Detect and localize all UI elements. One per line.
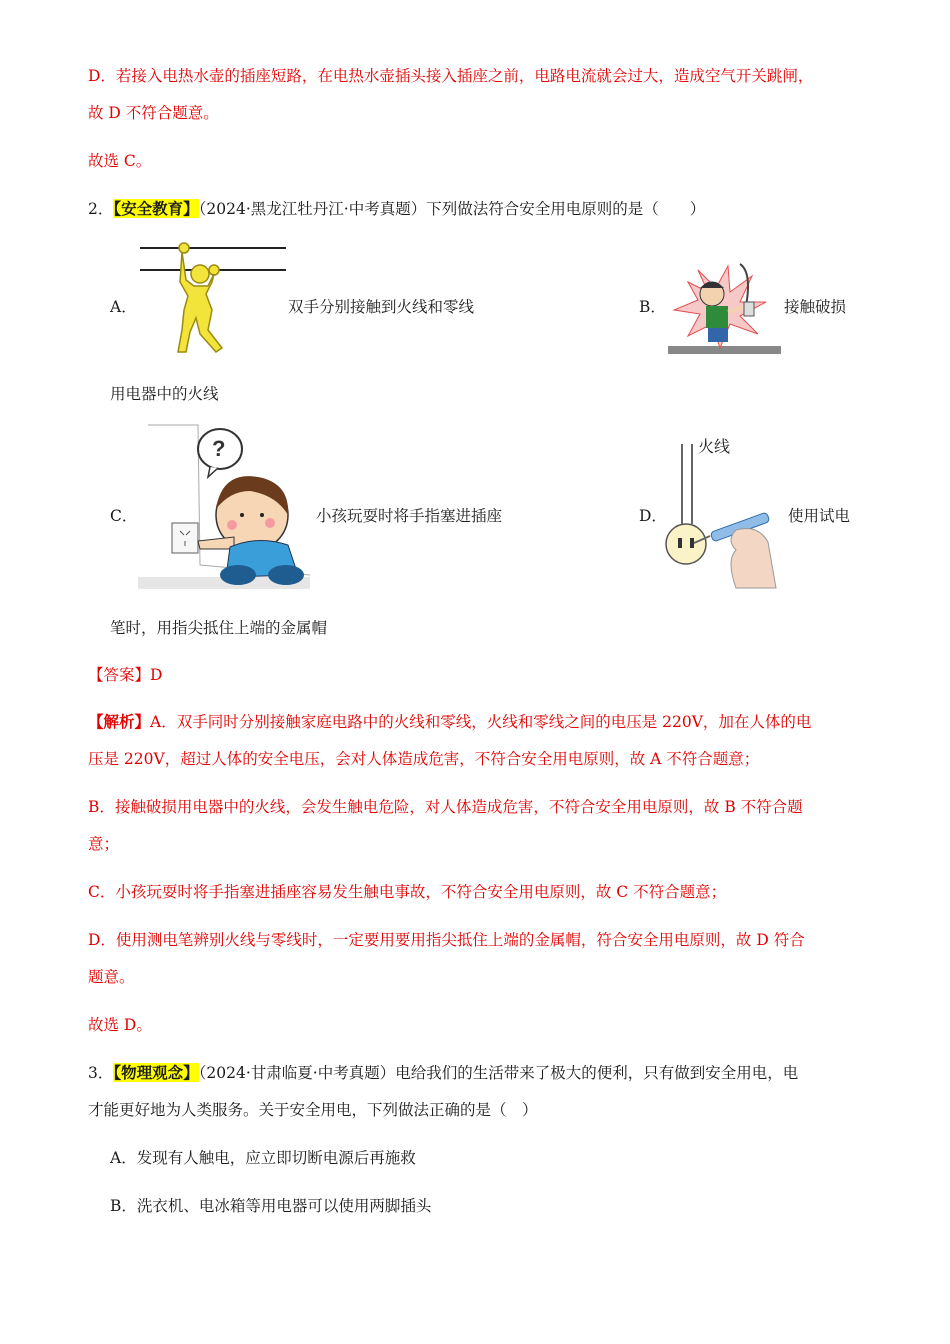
q2-option-a-text: 双手分别接触到火线和零线: [288, 298, 475, 316]
q3-stem-text: （2024·甘肃临夏·中考真题）电给我们的生活带来了极大的便利，只有做到安全用电，电: [198, 1064, 799, 1082]
q3-stem-line1: [88, 1061, 798, 1083]
q2-option-b-text: 接触破损: [784, 298, 847, 316]
prev-option-d-line1: D．若接入电热水壶的插座短路，在电热水壶插头接入插座之前，电路电流就会过大，造成空气开关跳闸，: [88, 67, 814, 85]
q2-stem: [88, 197, 705, 219]
q2-option-b-continuation: 用电器中的火线: [110, 385, 219, 403]
q2-stem-text: （2024·黑龙江牡丹江·中考真题）下列做法符合安全用电原则的是（ ）: [198, 200, 706, 218]
prev-option-d-line2: 故 D 不符合题意。: [88, 104, 219, 122]
q3-option-b: B．洗衣机、电冰箱等用电器可以使用两脚插头: [110, 1197, 432, 1215]
q2-option-b-label: B．: [639, 298, 666, 316]
q2-analysis-b-line1: B．接触破损用电器中的火线，会发生触电危险，对人体造成危害，不符合安全用电原则，故 B 不符合题: [88, 798, 803, 816]
q2-tag: 【安全教育】: [113, 199, 199, 218]
q2-answer-value: D: [150, 666, 163, 684]
q2-option-d-continuation: 笔时，用指尖抵住上端的金属帽: [110, 619, 328, 637]
q2-analysis-c: C．小孩玩耍时将手指塞进插座容易发生触电事故，不符合安全用电原则，故 C 不符合题意；: [88, 883, 727, 901]
q2-analysis-label: 【解析】: [88, 712, 151, 731]
figure-b-boy-shocked: [668, 262, 781, 356]
q2-analysis-d-line1: D．使用测电笔辨别火线与零线时，一定要用要用指尖抵住上端的金属帽，符合安全用电原则，故 D 符合: [88, 931, 805, 949]
prev-conclusion: 故选 C。: [88, 152, 152, 170]
q2-analysis-d-line2: 题意。: [88, 968, 135, 986]
figure-c-bubble-mark: ?: [212, 436, 226, 461]
q3-option-a: A．发现有人触电，应立即切断电源后再施救: [110, 1149, 416, 1167]
q3-number: 3．: [88, 1064, 114, 1082]
q2-analysis-a-line1: [88, 710, 811, 732]
q2-answer-label: 【答案】: [88, 666, 151, 684]
q2-option-d-text: 使用试电: [788, 507, 851, 525]
q2-analysis-a-text: A．双手同时分别接触家庭电路中的火线和零线，火线和零线之间的电压是 220V，加在人体的电: [150, 713, 812, 731]
q3-stem-line2: 才能更好地为人类服务。关于安全用电，下列做法正确的是（ ）: [88, 1101, 538, 1119]
figure-d-live-wire-label: 火线: [698, 437, 731, 456]
figure-c-child-finger-socket: [138, 425, 310, 590]
q2-option-c-text: 小孩玩耍时将手指塞进插座: [316, 507, 503, 525]
q2-option-c-label: C．: [110, 507, 138, 525]
q2-answer: [88, 663, 162, 685]
q2-analysis-b-line2: 意；: [88, 835, 120, 853]
q2-option-a-label: A．: [110, 298, 137, 316]
q2-option-d-label: D．: [639, 507, 667, 525]
q2-conclusion: 故选 D。: [88, 1016, 152, 1034]
figure-a-person-hanging-wires: [138, 240, 288, 358]
q3-tag: 【物理观念】: [113, 1063, 199, 1082]
figure-d-test-pen-socket: [666, 432, 784, 588]
q2-number: 2．: [88, 200, 114, 218]
q2-analysis-a-line2: 压是 220V，超过人体的安全电压，会对人体造成危害，不符合安全用电原则，故 A 不符合题意；: [88, 750, 760, 768]
